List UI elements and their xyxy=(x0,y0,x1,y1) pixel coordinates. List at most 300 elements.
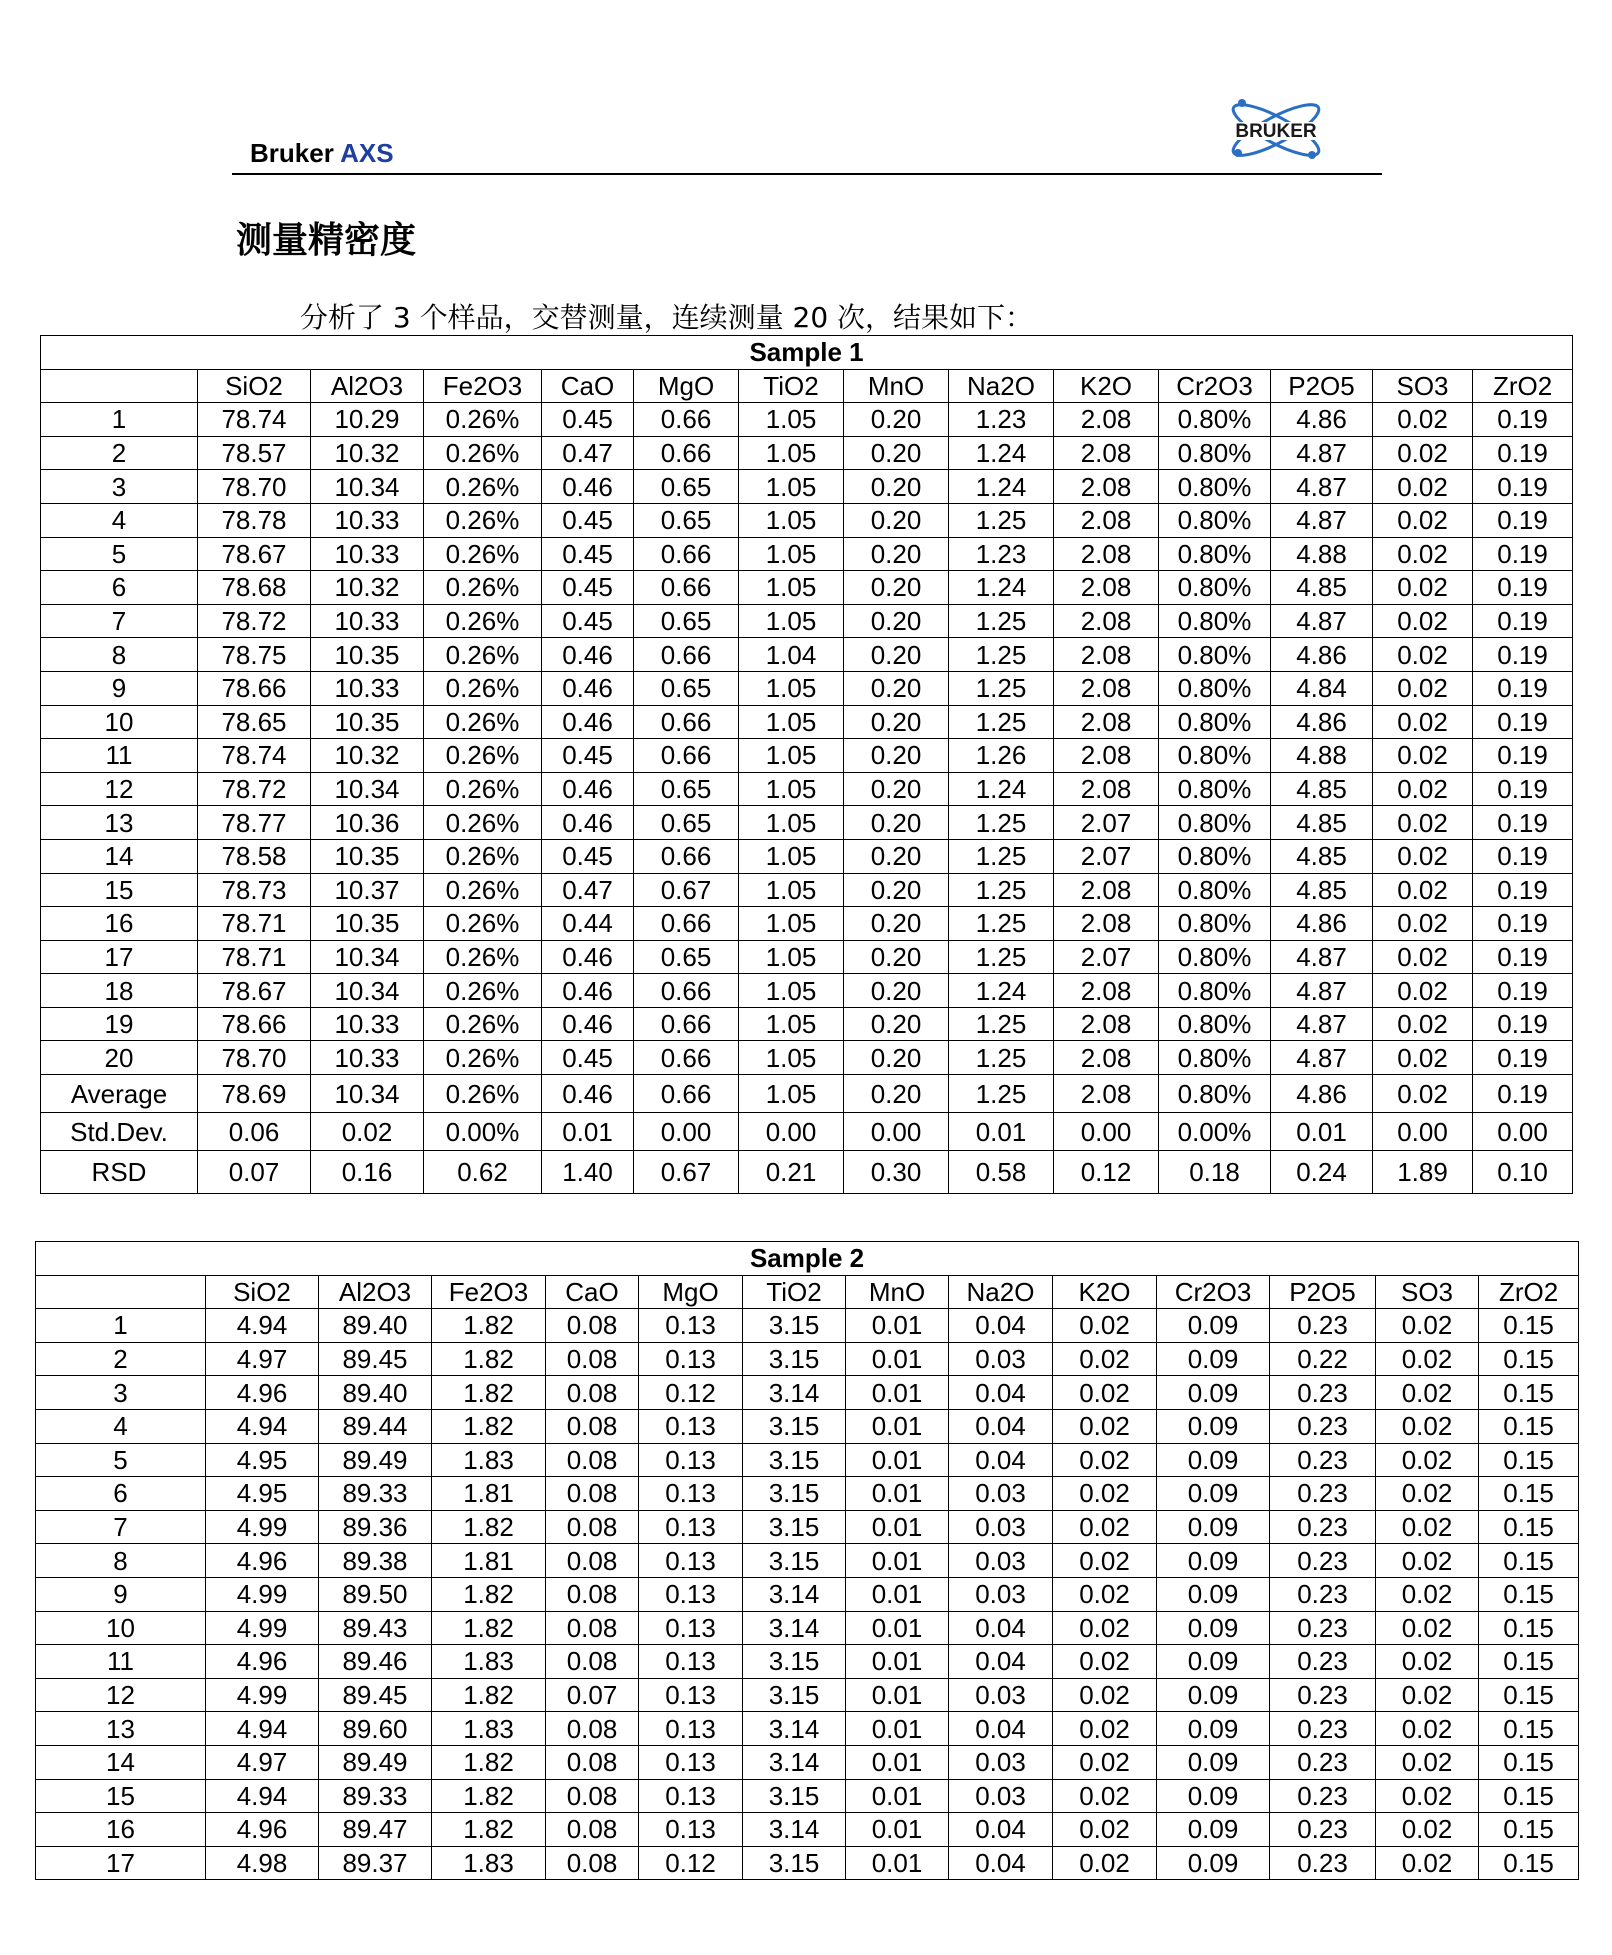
table-cell: 0.13 xyxy=(639,1409,743,1443)
table-title-row xyxy=(41,336,1573,370)
table-cell: 0.13 xyxy=(639,1779,743,1813)
table-cell: 3.15 xyxy=(743,1510,846,1544)
table-cell: 0.08 xyxy=(546,1443,639,1477)
table-cell: 0.01 xyxy=(846,1544,949,1578)
table-cell: 0.02 xyxy=(1376,1577,1479,1611)
intro-text: 分析了 3 个样品，交替测量，连续测量 20 次，结果如下： xyxy=(300,301,1034,334)
table-cell: 0.01 xyxy=(846,1342,949,1376)
row-label: 4 xyxy=(41,503,198,537)
table-cell: 2.08 xyxy=(1054,436,1159,470)
table-cell: 0.01 xyxy=(846,1813,949,1847)
stat-cell: 0.62 xyxy=(424,1151,542,1194)
table-cell: 78.70 xyxy=(198,1041,311,1075)
table-cell: 0.23 xyxy=(1270,1712,1376,1746)
table-cell: 0.19 xyxy=(1473,638,1573,672)
stats-row xyxy=(41,1151,1573,1194)
table-cell: 0.19 xyxy=(1473,571,1573,605)
table-row xyxy=(41,1041,1573,1075)
table-cell: 0.20 xyxy=(844,470,949,504)
table-cell: 1.24 xyxy=(949,436,1054,470)
row-label: 12 xyxy=(36,1678,206,1712)
table-cell: 4.96 xyxy=(206,1544,319,1578)
row-label: 9 xyxy=(41,671,198,705)
column-header: Na2O xyxy=(949,369,1054,403)
table-cell: 0.02 xyxy=(1373,403,1473,437)
row-label: 12 xyxy=(41,772,198,806)
table-cell: 0.20 xyxy=(844,705,949,739)
table-cell: 0.26% xyxy=(424,806,542,840)
table-cell: 0.19 xyxy=(1473,839,1573,873)
column-header: MnO xyxy=(846,1275,949,1309)
table-cell: 2.08 xyxy=(1054,470,1159,504)
table-row xyxy=(41,503,1573,537)
table-cell: 0.09 xyxy=(1157,1678,1270,1712)
table-cell: 89.38 xyxy=(319,1544,432,1578)
table-cell: 0.67 xyxy=(634,873,739,907)
table-cell: 0.19 xyxy=(1473,604,1573,638)
table-cell: 78.57 xyxy=(198,436,311,470)
table-row xyxy=(36,1745,1579,1779)
table-cell: 0.02 xyxy=(1373,571,1473,605)
table-cell: 89.47 xyxy=(319,1813,432,1847)
table-cell: 78.78 xyxy=(198,503,311,537)
column-header: SiO2 xyxy=(206,1275,319,1309)
table-cell: 1.05 xyxy=(739,806,844,840)
table-cell: 1.05 xyxy=(739,839,844,873)
table-cell: 0.02 xyxy=(1376,1846,1479,1880)
table-cell: 0.04 xyxy=(949,1712,1053,1746)
table-cell: 0.09 xyxy=(1157,1376,1270,1410)
table-cell: 1.81 xyxy=(432,1477,546,1511)
table-cell: 0.07 xyxy=(546,1678,639,1712)
table-cell: 1.05 xyxy=(739,940,844,974)
table-cell: 0.26% xyxy=(424,537,542,571)
stat-cell: 0.00 xyxy=(634,1113,739,1151)
column-header: MgO xyxy=(639,1275,743,1309)
column-header: Fe2O3 xyxy=(424,369,542,403)
table-cell: 1.82 xyxy=(432,1611,546,1645)
stat-cell: 0.00% xyxy=(424,1113,542,1151)
table-cell: 0.13 xyxy=(639,1510,743,1544)
stat-cell: 0.06 xyxy=(198,1113,311,1151)
table-cell: 10.29 xyxy=(311,403,424,437)
table-cell: 0.20 xyxy=(844,739,949,773)
table-cell: 2.08 xyxy=(1054,772,1159,806)
stat-cell: 0.00 xyxy=(1373,1113,1473,1151)
table-cell: 0.19 xyxy=(1473,1007,1573,1041)
table-title-row xyxy=(36,1242,1579,1276)
row-label: 14 xyxy=(36,1745,206,1779)
stat-cell: 0.07 xyxy=(198,1151,311,1194)
table-cell: 0.02 xyxy=(1373,907,1473,941)
row-label: 15 xyxy=(41,873,198,907)
table-cell: 0.02 xyxy=(1373,503,1473,537)
table-cell: 0.44 xyxy=(542,907,634,941)
stat-cell: 78.69 xyxy=(198,1075,311,1113)
row-label: 4 xyxy=(36,1409,206,1443)
table-cell: 78.70 xyxy=(198,470,311,504)
table-cell: 10.36 xyxy=(311,806,424,840)
table-cell: 2.08 xyxy=(1054,1007,1159,1041)
row-label: 9 xyxy=(36,1577,206,1611)
table-cell: 1.83 xyxy=(432,1846,546,1880)
table-cell: 2.08 xyxy=(1054,571,1159,605)
table-cell: 0.20 xyxy=(844,772,949,806)
table-cell: 0.02 xyxy=(1376,1477,1479,1511)
table-cell: 0.26% xyxy=(424,571,542,605)
sample-1-table xyxy=(40,335,1573,1194)
table-cell: 0.02 xyxy=(1053,1443,1157,1477)
stat-label: Average xyxy=(41,1075,198,1113)
table-cell: 0.26% xyxy=(424,503,542,537)
row-label: 11 xyxy=(36,1645,206,1679)
table-cell: 1.05 xyxy=(739,671,844,705)
table-cell: 10.34 xyxy=(311,772,424,806)
table-cell: 0.46 xyxy=(542,470,634,504)
table-cell: 0.09 xyxy=(1157,1813,1270,1847)
stat-cell: 0.24 xyxy=(1271,1151,1373,1194)
table-cell: 0.20 xyxy=(844,571,949,605)
table-cell: 0.19 xyxy=(1473,739,1573,773)
table-cell: 4.85 xyxy=(1271,806,1373,840)
table-cell: 10.33 xyxy=(311,503,424,537)
table-cell: 3.15 xyxy=(743,1645,846,1679)
table-cell: 1.23 xyxy=(949,537,1054,571)
table-cell: 1.82 xyxy=(432,1577,546,1611)
table-cell: 10.33 xyxy=(311,604,424,638)
table-cell: 0.04 xyxy=(949,1443,1053,1477)
table-cell: 0.80% xyxy=(1159,604,1271,638)
table-cell: 0.01 xyxy=(846,1645,949,1679)
table-cell: 0.09 xyxy=(1157,1712,1270,1746)
column-header: SO3 xyxy=(1373,369,1473,403)
page-title: 测量精密度 xyxy=(236,219,417,261)
table-cell: 0.20 xyxy=(844,907,949,941)
table-row xyxy=(36,1611,1579,1645)
logo-text: BRUKER xyxy=(1235,121,1317,142)
table-cell: 0.65 xyxy=(634,470,739,504)
table-cell: 4.88 xyxy=(1271,537,1373,571)
table-cell: 0.66 xyxy=(634,974,739,1008)
table-cell: 0.66 xyxy=(634,436,739,470)
table-cell: 1.24 xyxy=(949,470,1054,504)
table-cell: 1.05 xyxy=(739,604,844,638)
table-row xyxy=(41,705,1573,739)
table-cell: 0.08 xyxy=(546,1712,639,1746)
table-cell: 0.02 xyxy=(1053,1645,1157,1679)
table-cell: 4.84 xyxy=(1271,671,1373,705)
brand-accent: AXS xyxy=(340,138,394,168)
table-cell: 0.12 xyxy=(639,1376,743,1410)
table-cell: 4.98 xyxy=(206,1846,319,1880)
stat-cell: 1.40 xyxy=(542,1151,634,1194)
table-cell: 1.05 xyxy=(739,537,844,571)
table-cell: 0.45 xyxy=(542,739,634,773)
table-cell: 0.26% xyxy=(424,705,542,739)
table-cell: 0.23 xyxy=(1270,1745,1376,1779)
table-cell: 0.15 xyxy=(1479,1745,1579,1779)
table-cell: 4.94 xyxy=(206,1309,319,1343)
table-cell: 1.25 xyxy=(949,1007,1054,1041)
table-cell: 1.25 xyxy=(949,503,1054,537)
table-cell: 0.26% xyxy=(424,436,542,470)
table-cell: 4.86 xyxy=(1271,907,1373,941)
table-cell: 1.05 xyxy=(739,772,844,806)
column-header: P2O5 xyxy=(1270,1275,1376,1309)
stats-row xyxy=(41,1075,1573,1113)
table-cell: 0.47 xyxy=(542,873,634,907)
row-label: 3 xyxy=(41,470,198,504)
row-label: 1 xyxy=(41,403,198,437)
row-label: 6 xyxy=(36,1477,206,1511)
table-cell: 0.26% xyxy=(424,1041,542,1075)
table-cell: 0.01 xyxy=(846,1712,949,1746)
table-cell: 0.66 xyxy=(634,907,739,941)
table-cell: 0.03 xyxy=(949,1510,1053,1544)
table-cell: 0.02 xyxy=(1373,604,1473,638)
table-cell: 1.82 xyxy=(432,1745,546,1779)
table-cell: 3.15 xyxy=(743,1309,846,1343)
table-cell: 0.02 xyxy=(1373,806,1473,840)
table-cell: 0.20 xyxy=(844,403,949,437)
table-cell: 4.87 xyxy=(1271,1007,1373,1041)
table-cell: 0.19 xyxy=(1473,705,1573,739)
table-cell: 0.45 xyxy=(542,604,634,638)
stat-cell: 0.58 xyxy=(949,1151,1054,1194)
table-row xyxy=(41,739,1573,773)
table-row xyxy=(36,1846,1579,1880)
table-row xyxy=(41,638,1573,672)
table-cell: 0.23 xyxy=(1270,1309,1376,1343)
table-cell: 0.80% xyxy=(1159,940,1271,974)
table-cell: 0.26% xyxy=(424,1007,542,1041)
table-cell: 0.15 xyxy=(1479,1577,1579,1611)
table-cell: 10.32 xyxy=(311,739,424,773)
table-row xyxy=(41,470,1573,504)
header-corner-cell xyxy=(36,1275,206,1309)
table-cell: 0.80% xyxy=(1159,671,1271,705)
table-cell: 4.87 xyxy=(1271,604,1373,638)
table-cell: 0.02 xyxy=(1053,1813,1157,1847)
table-cell: 2.08 xyxy=(1054,604,1159,638)
table-cell: 0.45 xyxy=(542,503,634,537)
table-cell: 1.81 xyxy=(432,1544,546,1578)
table-cell: 3.14 xyxy=(743,1813,846,1847)
table-cell: 4.94 xyxy=(206,1409,319,1443)
table-cell: 89.45 xyxy=(319,1342,432,1376)
table-cell: 0.02 xyxy=(1053,1779,1157,1813)
table-cell: 78.66 xyxy=(198,1007,311,1041)
table-cell: 0.45 xyxy=(542,839,634,873)
stat-cell: 0.01 xyxy=(542,1113,634,1151)
stat-cell: 0.02 xyxy=(1373,1075,1473,1113)
table-cell: 0.66 xyxy=(634,403,739,437)
table-cell: 78.72 xyxy=(198,772,311,806)
table-cell: 0.23 xyxy=(1270,1443,1376,1477)
table-cell: 89.36 xyxy=(319,1510,432,1544)
table-cell: 89.49 xyxy=(319,1443,432,1477)
row-label: 1 xyxy=(36,1309,206,1343)
table-cell: 0.01 xyxy=(846,1577,949,1611)
table-cell: 0.26% xyxy=(424,604,542,638)
table-cell: 0.04 xyxy=(949,1813,1053,1847)
row-label: 11 xyxy=(41,739,198,773)
table-cell: 0.66 xyxy=(634,537,739,571)
table-cell: 0.15 xyxy=(1479,1443,1579,1477)
column-header: K2O xyxy=(1053,1275,1157,1309)
table-cell: 89.33 xyxy=(319,1477,432,1511)
stat-cell: 1.05 xyxy=(739,1075,844,1113)
table-cell: 4.96 xyxy=(206,1813,319,1847)
table-cell: 0.09 xyxy=(1157,1577,1270,1611)
table-cell: 0.15 xyxy=(1479,1678,1579,1712)
table-cell: 1.25 xyxy=(949,604,1054,638)
table-cell: 1.26 xyxy=(949,739,1054,773)
table-cell: 0.09 xyxy=(1157,1443,1270,1477)
table-cell: 10.35 xyxy=(311,638,424,672)
table-cell: 0.02 xyxy=(1376,1376,1479,1410)
table-cell: 0.02 xyxy=(1053,1544,1157,1578)
table-cell: 0.20 xyxy=(844,1041,949,1075)
table-cell: 0.08 xyxy=(546,1813,639,1847)
table-cell: 0.26% xyxy=(424,638,542,672)
table-title: Sample 2 xyxy=(36,1242,1579,1276)
row-label: 18 xyxy=(41,974,198,1008)
table-cell: 78.73 xyxy=(198,873,311,907)
bruker-logo-icon xyxy=(1216,89,1336,171)
table-cell: 0.66 xyxy=(634,638,739,672)
table-cell: 4.87 xyxy=(1271,470,1373,504)
table-cell: 4.86 xyxy=(1271,638,1373,672)
table-cell: 0.15 xyxy=(1479,1477,1579,1511)
table-cell: 0.80% xyxy=(1159,1007,1271,1041)
stat-cell: 0.21 xyxy=(739,1151,844,1194)
column-header: MgO xyxy=(634,369,739,403)
table-cell: 0.19 xyxy=(1473,537,1573,571)
table-cell: 0.02 xyxy=(1373,436,1473,470)
row-label: 20 xyxy=(41,1041,198,1075)
table-cell: 0.19 xyxy=(1473,1041,1573,1075)
table-cell: 0.13 xyxy=(639,1645,743,1679)
table-cell: 0.80% xyxy=(1159,638,1271,672)
table-cell: 10.32 xyxy=(311,436,424,470)
table-cell: 0.01 xyxy=(846,1443,949,1477)
table-cell: 1.25 xyxy=(949,671,1054,705)
table-cell: 0.66 xyxy=(634,1007,739,1041)
table-cell: 0.23 xyxy=(1270,1376,1376,1410)
table-cell: 0.15 xyxy=(1479,1544,1579,1578)
table-cell: 1.25 xyxy=(949,839,1054,873)
table-row xyxy=(36,1645,1579,1679)
table-cell: 0.80% xyxy=(1159,739,1271,773)
table-cell: 0.02 xyxy=(1373,873,1473,907)
table-cell: 4.86 xyxy=(1271,705,1373,739)
table-cell: 0.65 xyxy=(634,503,739,537)
table-cell: 0.46 xyxy=(542,705,634,739)
table-cell: 0.08 xyxy=(546,1376,639,1410)
table-cell: 78.77 xyxy=(198,806,311,840)
table-cell: 0.20 xyxy=(844,638,949,672)
column-header: SO3 xyxy=(1376,1275,1479,1309)
table-cell: 0.20 xyxy=(844,839,949,873)
table-cell: 0.09 xyxy=(1157,1342,1270,1376)
column-header: TiO2 xyxy=(743,1275,846,1309)
table-cell: 0.02 xyxy=(1376,1678,1479,1712)
table-cell: 2.08 xyxy=(1054,739,1159,773)
table-cell: 0.02 xyxy=(1376,1443,1479,1477)
table-cell: 1.82 xyxy=(432,1779,546,1813)
table-cell: 0.19 xyxy=(1473,436,1573,470)
table-cell: 0.80% xyxy=(1159,974,1271,1008)
table-cell: 0.13 xyxy=(639,1813,743,1847)
table-cell: 0.15 xyxy=(1479,1611,1579,1645)
table-cell: 0.15 xyxy=(1479,1645,1579,1679)
table-cell: 10.33 xyxy=(311,537,424,571)
table-cell: 89.37 xyxy=(319,1846,432,1880)
table-cell: 3.15 xyxy=(743,1846,846,1880)
table-cell: 0.04 xyxy=(949,1846,1053,1880)
row-label: 19 xyxy=(41,1007,198,1041)
table-cell: 4.87 xyxy=(1271,503,1373,537)
table-cell: 0.65 xyxy=(634,671,739,705)
table-cell: 4.95 xyxy=(206,1477,319,1511)
table-cell: 10.33 xyxy=(311,1007,424,1041)
table-cell: 4.87 xyxy=(1271,436,1373,470)
stat-cell: 0.00 xyxy=(739,1113,844,1151)
table-cell: 0.19 xyxy=(1473,772,1573,806)
table-cell: 0.80% xyxy=(1159,571,1271,605)
table-cell: 0.26% xyxy=(424,940,542,974)
table-cell: 0.26% xyxy=(424,403,542,437)
table-cell: 0.03 xyxy=(949,1745,1053,1779)
table-cell: 89.60 xyxy=(319,1712,432,1746)
column-header: ZrO2 xyxy=(1473,369,1573,403)
table-cell: 0.02 xyxy=(1373,940,1473,974)
table-cell: 10.34 xyxy=(311,940,424,974)
table-cell: 3.14 xyxy=(743,1712,846,1746)
table-cell: 0.02 xyxy=(1373,705,1473,739)
table-cell: 0.02 xyxy=(1376,1645,1479,1679)
table-cell: 0.23 xyxy=(1270,1645,1376,1679)
table-cell: 0.01 xyxy=(846,1376,949,1410)
table-cell: 2.07 xyxy=(1054,940,1159,974)
table-cell: 78.74 xyxy=(198,739,311,773)
table-cell: 0.15 xyxy=(1479,1409,1579,1443)
table-cell: 0.09 xyxy=(1157,1611,1270,1645)
table-cell: 2.08 xyxy=(1054,907,1159,941)
row-label: 17 xyxy=(41,940,198,974)
table-cell: 0.02 xyxy=(1376,1611,1479,1645)
table-cell: 4.85 xyxy=(1271,839,1373,873)
table-cell: 78.67 xyxy=(198,537,311,571)
row-label: 8 xyxy=(41,638,198,672)
brand-text xyxy=(250,138,394,169)
table-cell: 0.02 xyxy=(1053,1510,1157,1544)
table-cell: 0.08 xyxy=(546,1577,639,1611)
table-cell: 2.08 xyxy=(1054,503,1159,537)
table-cell: 1.25 xyxy=(949,940,1054,974)
table-cell: 0.08 xyxy=(546,1409,639,1443)
table-cell: 0.20 xyxy=(844,503,949,537)
table-cell: 89.49 xyxy=(319,1745,432,1779)
table-cell: 0.08 xyxy=(546,1309,639,1343)
table-cell: 0.15 xyxy=(1479,1376,1579,1410)
table-cell: 0.02 xyxy=(1373,638,1473,672)
stat-cell: 2.08 xyxy=(1054,1075,1159,1113)
table-cell: 0.13 xyxy=(639,1309,743,1343)
column-header: MnO xyxy=(844,369,949,403)
header-corner-cell xyxy=(41,369,198,403)
